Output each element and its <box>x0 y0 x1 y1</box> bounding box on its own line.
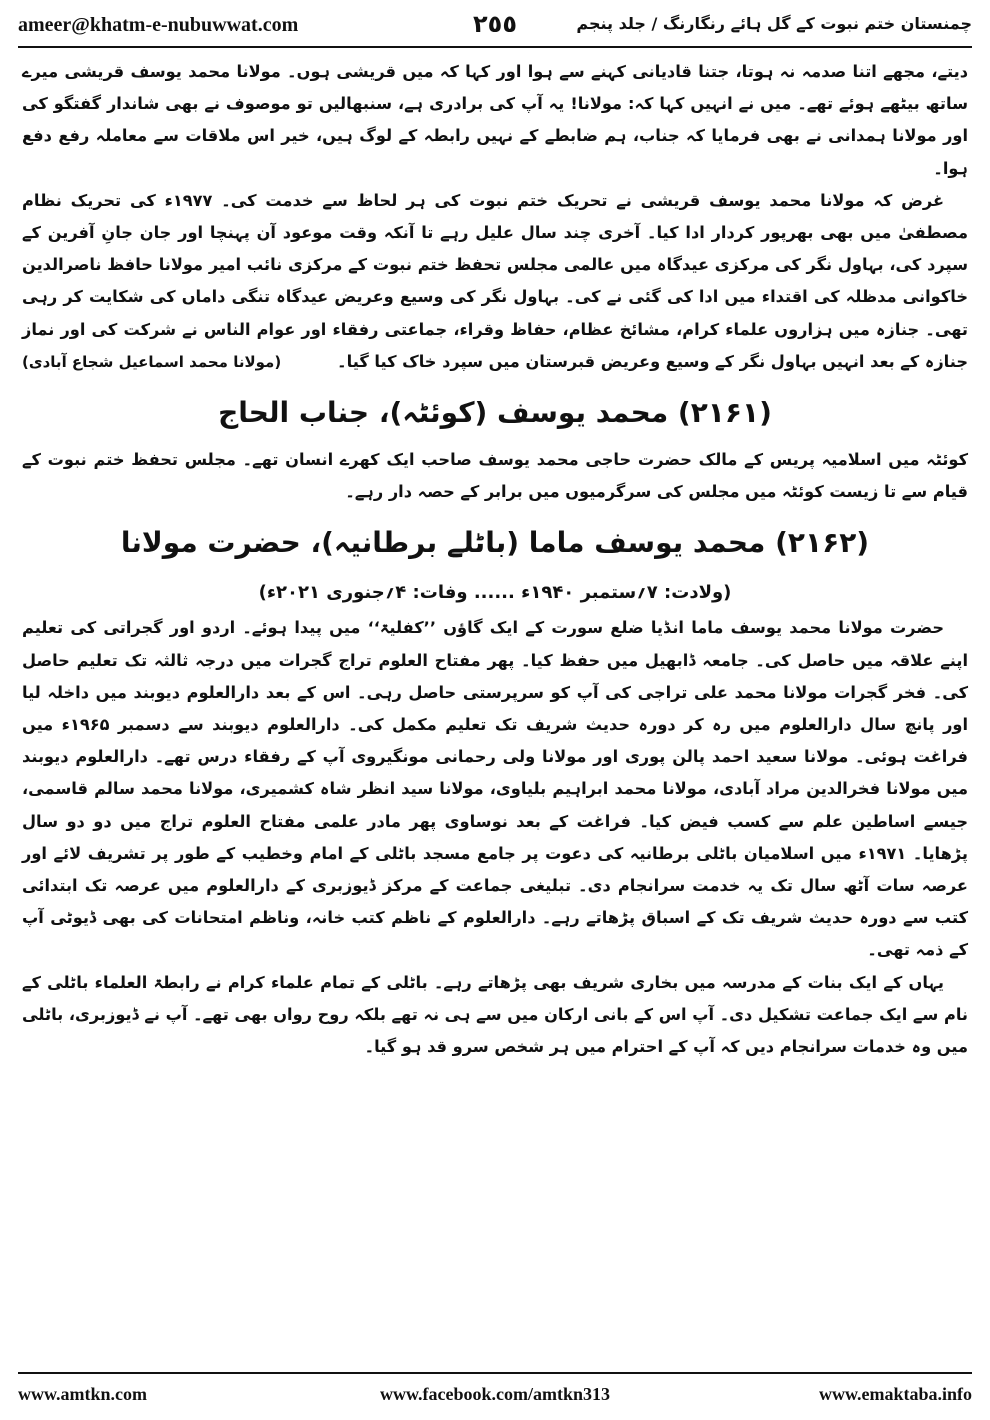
entry-heading: (۲۱۶۱) محمد یوسف (کوئٹہ)، جناب الحاج <box>218 396 772 430</box>
page-number: ٢٥٥ <box>473 10 517 38</box>
body-paragraph: حضرت مولانا محمد یوسف ماما انڈیا ضلع سورت کے ایک گاؤں ’’کفلیۃ‘‘ میں پیدا ہوئے۔ اردو اور گجراتی کی تعلیم اپنے علاقہ میں حاصل کی۔ جامعہ ڈابھیل میں حفظ کیا۔ پھر مفتاح العلوم تراج گجرات میں درجہ ثالثہ تک تعلیم حاصل کی۔ فخر گجرات مولانا محمد علی تراجی کی آپ کو سرپرستی حاصل رہی۔ اس کے بعد دارالعلوم دیوبند میں داخلہ لیا اور پانچ سال دارالعلوم میں رہ کر دورہ حدیث شریف تک تعلیم مکمل کی۔ دارالعلوم دیوبند سے دسمبر ۱۹۶۵ء میں فراغت ہوئی۔ مولانا سعید احمد پالن پوری اور مولانا ولی رحمانی مونگیروی آپ کے رفقاء درس تھے۔ دارالعلوم دیوبند میں مولانا فخرالدین مراد آبادی، مولانا محمد ابراہیم بلیاوی، مولانا سید انظر شاہ کشمیری، مولانا محمد سالم قاسمی، جیسے اساطین علم سے کسب فیض کیا۔ فراغت کے بعد نوساوی پھر مادر علمی مفتاح العلوم تراج میں دو دو سال پڑھایا۔ ۱۹۷۱ء میں اسلامیان باٹلی برطانیہ کی دعوت پر جامع مسجد باٹلی کے امام وخطیب کے طور پر تشریف لائے اور عرصہ سات آٹھ سال تک یہ خدمت سرانجام دی۔ تبلیغی جماعت کے مرکز ڈیوزبری کے دارالعلوم میں عرصہ تک ابتدائی کتب سے دورہ حدیث شریف تک کے اسباق پڑھاتے رہے۔ دارالعلوم کے ناظم کتب خانہ، وناظم امتحانات کی بھی ڈیوٹی آپ کے ذمہ تھی۔ <box>22 618 969 960</box>
paragraph-text: غرض کہ مولانا محمد یوسف قریشی نے تحریک ختم نبوت کی ہر لحاظ سے خدمت کی۔ ۱۹۷۷ء کی تحریک نظام مصطفیٰ میں بھی بھرپور کردار ادا کیا۔ آخری چند سال علیل رہے تا آنکہ وقت موعود آن پہنچا اور جان جانِ آفرین کے سپرد کی، بہاول نگر کی مرکزی عیدگاہ میں عالمی مجلس تحفظ ختم نبوت کے مرکزی نائب امیر مولانا حافظ ناصرالدین خاکوانی مدظلہ کی اقتداء میں ادا کی گئی نے کی۔ بہاول نگر کی وسیع وعریض عیدگاہ تنگی داماں کی شکایت کر رہی تھی۔ جنازہ میں ہزاروں علماء کرام، مشائخ عظام، حفاظ وقراء، جماعتی رفقاء اور عوام الناس نے شرکت کی اور نماز جنازہ کے بعد انہیں بہاول نگر کے وسیع وعریض قبرستان میں سپرد خاک کیا گیا۔ <box>22 190 968 371</box>
body-paragraph: کوئٹہ میں اسلامیہ پریس کے مالک حضرت حاجی محمد یوسف صاحب ایک کھرے انسان تھے۔ مجلس تحفظ ختم نبوت کے قیام سے تا زیست کوئٹہ میں مجلس کی سرگرمیوں میں برابر کے حصہ دار رہے۔ <box>22 450 968 502</box>
page-body <box>22 56 968 1366</box>
header-rule <box>18 46 972 48</box>
footer-rule <box>18 1372 972 1374</box>
body-paragraph: دیتے، مجھے اتنا صدمہ نہ ہوتا، جتنا قادیانی کہنے سے ہوا اور کہا کہ میں قریشی ہوں۔ مولانا محمد یوسف قریشی میرے ساتھ بیٹھے ہوئے تھے۔ میں نے انہیں کہا کہ: مولانا! یہ آپ کی برادری ہے، سنبھالیں تو موصوف نے بھی شاندار گفتگو کی اور مولانا ہمدانی نے بھی فرمایا کہ جناب، ہم ضابطے کے نہیں رابطہ کے لوگ ہیں، خیر اس ملاقات سے معاملہ رفع دفع ہوا۔ <box>22 62 968 178</box>
header-email: ameer@khatm-e-nubuwwat.com <box>18 14 299 36</box>
entry-heading: (۲۱۶۲) محمد یوسف ماما (باٹلے برطانیہ)، حضرت مولانا <box>120 526 870 560</box>
running-title: چمنستان ختم نبوت کے گل ہائے رنگارنگ / جلد پنجم <box>576 14 972 33</box>
page-footer <box>18 1380 972 1410</box>
page-header <box>18 10 972 44</box>
author-attribution: (مولانا محمد اسماعیل شجاع آبادی) <box>22 352 282 371</box>
footer-link-emaktaba[interactable]: www.emaktaba.info <box>818 1384 972 1404</box>
body-paragraph: یہاں کے ایک بنات کے مدرسہ میں بخاری شریف بھی پڑھاتے رہے۔ باٹلی کے تمام علماء کرام نے رابطۃ العلماء باٹلی کے نام سے ایک جماعت تشکیل دی۔ آپ اس کے بانی ارکان میں سے ہی نہ تھے بلکہ روح رواں بھی تھے۔ آپ نے ڈیوزبری، باٹلی میں وہ خدمات سرانجام دیں کہ آپ کے احترام میں ہر شخص سرو قد ہو گیا۔ <box>22 972 968 1057</box>
footer-link-amtkn[interactable]: www.amtkn.com <box>18 1384 147 1404</box>
body-paragraph <box>22 185 968 378</box>
footer-link-facebook[interactable]: www.facebook.com/amtkn313 <box>380 1384 610 1404</box>
birth-death-dates: (ولادت: ۷؍ستمبر ۱۹۴۰ء ...... وفات: ۴؍جنوری ۲۰۲۱ء) <box>258 582 732 604</box>
